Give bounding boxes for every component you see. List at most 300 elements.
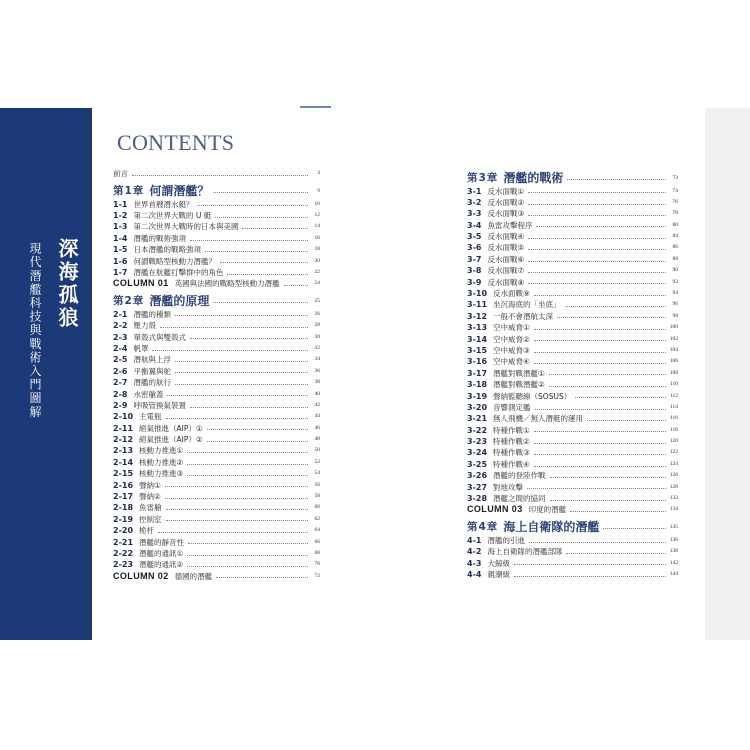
page-number: 24 [314, 280, 320, 287]
dot-leader [550, 477, 666, 478]
section-number: 2-3 [113, 332, 128, 342]
page-number: 12 [314, 212, 320, 219]
page-number: 124 [669, 460, 678, 467]
dot-leader [514, 564, 666, 565]
toc-section-entry [467, 277, 678, 288]
entry-title: 特種作戰① [493, 425, 530, 435]
page-number: 22 [314, 268, 320, 275]
toc-section-entry [467, 345, 678, 356]
toc-section-entry [113, 525, 320, 536]
page-number: 92 [672, 278, 678, 285]
entry-title: 帆罩 [133, 343, 149, 353]
dot-leader [242, 228, 308, 229]
page-number: 64 [314, 527, 320, 534]
dot-leader [550, 500, 666, 501]
entry-title: 反水面戰⑤ [487, 243, 525, 253]
section-number: 3-28 [467, 494, 488, 504]
toc-section-entry [467, 197, 678, 208]
entry-title: 絕氣推進（AIP）① [139, 423, 203, 433]
toc-section-entry [113, 354, 320, 365]
page-number: 98 [672, 312, 678, 319]
section-number: 2-4 [113, 343, 128, 353]
section-number: 3-26 [467, 471, 488, 481]
toc-section-entry [113, 267, 320, 278]
dot-leader [197, 205, 308, 206]
dot-leader [167, 395, 308, 396]
toc-section-entry [113, 210, 320, 221]
chapter-number: 第1章 [113, 185, 145, 198]
page-number: 104 [669, 346, 678, 353]
dot-leader [514, 576, 666, 577]
entry-title: 潛航與上浮 [133, 355, 171, 365]
page-number: 142 [669, 559, 678, 566]
page-number: 32 [314, 344, 320, 351]
dot-leader [215, 217, 308, 218]
entry-title: 反水面戰① [487, 186, 525, 196]
section-number: 1-7 [113, 267, 128, 277]
chapter-title: 潛艦的原理 [149, 294, 210, 309]
dot-leader [175, 372, 308, 373]
section-number: 2-19 [113, 514, 134, 524]
section-number: 2-18 [113, 503, 134, 513]
toc-front-matter-entry [113, 168, 320, 179]
toc-section-entry [467, 535, 678, 546]
section-number: 3-4 [467, 220, 482, 230]
toc-section-entry [467, 368, 678, 379]
entry-title: 反水面戰⑥ [487, 254, 525, 264]
page-number: 68 [314, 549, 320, 556]
toc-section-entry [467, 242, 678, 253]
section-number: 2-16 [113, 480, 134, 490]
page-number: 86 [672, 244, 678, 251]
chapter-number: 第3章 [467, 172, 499, 184]
toc-section-entry [467, 558, 678, 569]
entry-title: 空中威脅③ [493, 345, 530, 355]
section-number: 3-18 [467, 380, 488, 390]
page-number: 9 [317, 188, 320, 195]
entry-title: 音響測定艦 [493, 402, 531, 412]
toc-section-entry [467, 334, 678, 345]
chapter-title: 海上自衛隊的潛艦 [503, 520, 600, 535]
dot-leader [570, 511, 666, 512]
page-number: 52 [314, 458, 320, 465]
toc-section-entry [113, 320, 320, 331]
entry-title: 印度的潛艦 [528, 505, 567, 515]
dot-leader [165, 486, 308, 487]
toc-section-entry [467, 265, 678, 276]
dot-leader [132, 175, 308, 176]
dot-leader [534, 443, 666, 444]
toc-section-entry [113, 445, 320, 456]
page-number: 102 [669, 335, 678, 342]
dot-leader [534, 363, 666, 364]
toc-chapter-entry [113, 185, 320, 197]
page-number: 72 [314, 572, 320, 579]
entry-title: 對地攻擊 [493, 482, 524, 492]
entry-title: 魚雷攻擊程序 [487, 220, 533, 230]
section-number: 3-7 [467, 254, 482, 264]
section-number: 3-20 [467, 402, 488, 412]
page-number: 46 [314, 424, 320, 431]
dot-leader [534, 454, 666, 455]
dot-leader [220, 262, 308, 263]
page-number: 38 [314, 379, 320, 386]
section-number: 3-9 [467, 277, 482, 287]
entry-title: 親潮級 [487, 570, 510, 579]
entry-title: 潛艦的通訊② [139, 560, 184, 570]
page-number: 135 [669, 524, 678, 531]
section-number: 3-15 [467, 345, 488, 355]
entry-title: 單殼式與雙殼式 [133, 332, 186, 342]
entry-title: 核動力推進② [139, 457, 184, 467]
entry-title: 一般不會潛航太深 [493, 311, 554, 321]
section-number: 3-1 [467, 186, 482, 196]
dot-leader [187, 566, 308, 567]
toc-section-entry [467, 447, 678, 458]
dot-leader [187, 452, 308, 453]
section-number: 1-5 [113, 245, 128, 255]
entry-title: 空中威脅② [493, 334, 530, 344]
book-title: 深海孤狼 [55, 238, 79, 330]
toc-section-entry [113, 480, 320, 491]
toc-section-entry [467, 379, 678, 390]
dot-leader [603, 528, 666, 529]
toc-section-entry [467, 470, 678, 481]
section-number: 2-5 [113, 355, 128, 365]
toc-column-entry [113, 571, 320, 582]
page-number: 78 [672, 210, 678, 217]
section-number: 3-23 [467, 437, 488, 447]
page-number: 90 [672, 267, 678, 274]
entry-title: 潛艦的引進 [487, 535, 525, 545]
page-number: 136 [669, 536, 678, 543]
dot-leader [187, 464, 308, 465]
dot-leader [528, 261, 666, 262]
page-number: 110 [669, 381, 678, 388]
dot-leader [565, 306, 666, 307]
page-number: 84 [672, 233, 678, 240]
entry-title: 聲納監聽線（SOSUS） [493, 391, 572, 401]
page-number: 100 [669, 324, 678, 331]
column-label: COLUMN 02 [113, 570, 169, 581]
page-number: 18 [314, 246, 320, 253]
chapter-title: 何謂潛艦？ [149, 184, 210, 199]
section-number: 2-14 [113, 457, 134, 467]
section-number: 3-19 [467, 391, 488, 401]
dot-leader [528, 192, 666, 193]
entry-title: 潛艦的戰術強項 [133, 233, 186, 243]
toc-section-entry [113, 502, 320, 513]
toc-section-entry [467, 482, 678, 493]
toc-section-entry [467, 208, 678, 219]
dot-leader [166, 509, 308, 510]
entry-title: 特種作戰③ [493, 448, 530, 458]
toc-section-entry [467, 391, 678, 402]
section-number: 2-2 [113, 321, 128, 331]
toc-section-entry [467, 569, 678, 580]
page-number: 42 [314, 401, 320, 408]
entry-title: 第二次世界大戰時的日本與美國 [133, 222, 239, 232]
entry-title: 潛艦之間的協同 [493, 494, 546, 504]
entry-title: 潛艦的靜音性 [139, 537, 185, 547]
dot-leader [175, 315, 308, 316]
book-subtitle: 現代潛艦科技與戰術入門圖解 [28, 242, 42, 419]
page-number: 144 [669, 571, 678, 577]
entry-title: 特種作戰② [493, 437, 530, 447]
dot-leader [166, 520, 308, 521]
section-number: 3-3 [467, 209, 482, 219]
entry-title: 主電瓶 [139, 412, 162, 422]
section-number: 3-16 [467, 357, 488, 367]
page-number: 25 [314, 298, 320, 305]
entry-title: 第二次世界大戰的 U 艇 [133, 211, 212, 221]
entry-title: 大鯨級 [487, 558, 510, 568]
toc-section-entry [113, 434, 320, 445]
page-number: 132 [669, 495, 678, 502]
dot-leader [187, 475, 308, 476]
toc-column-entry [467, 504, 678, 515]
toc-section-entry [467, 254, 678, 265]
page-number: 106 [669, 358, 678, 365]
dot-leader [216, 577, 308, 578]
entry-title: 魚雷艙 [139, 503, 162, 513]
entry-title: 潛艦的登陸作戰 [493, 471, 546, 481]
toc-section-entry [113, 514, 320, 525]
page-number: 60 [314, 504, 320, 511]
section-number: 3-11 [467, 300, 488, 310]
dot-leader [175, 384, 308, 385]
dot-leader [165, 498, 308, 499]
dot-leader [535, 409, 666, 410]
section-number: 4-1 [467, 535, 482, 545]
toc-section-entry [467, 186, 678, 197]
chapter-number: 第4章 [467, 521, 499, 534]
toc-chapter-entry [467, 172, 678, 184]
page-number: 44 [314, 413, 320, 420]
dot-leader [528, 238, 666, 239]
toc-chapter-entry [113, 295, 320, 307]
toc-section-entry [467, 220, 678, 231]
toc-right-column [467, 172, 678, 580]
page-number: 26 [314, 310, 320, 317]
dot-leader [534, 466, 666, 467]
dot-leader [190, 338, 308, 339]
toc-section-entry [467, 299, 678, 310]
section-number: 3-12 [467, 311, 488, 321]
cover-band [0, 108, 92, 640]
dot-leader [534, 352, 666, 353]
entry-title: 控制室 [139, 514, 162, 524]
page-number: 126 [669, 472, 678, 479]
toc-section-entry [113, 491, 320, 502]
section-number: 2-22 [113, 548, 134, 558]
section-number: 3-21 [467, 414, 488, 424]
page-number: 114 [669, 403, 678, 410]
section-number: 3-6 [467, 243, 482, 253]
dot-leader [549, 386, 666, 387]
dot-leader [188, 543, 308, 544]
page-number: 66 [314, 538, 320, 545]
toc-section-entry [113, 559, 320, 570]
dot-leader [207, 429, 308, 430]
entry-title: 無人飛機／無人潛艇的運用 [493, 414, 584, 424]
page-number: 94 [672, 290, 678, 297]
section-number: 2-21 [113, 537, 134, 547]
page-number: 120 [669, 438, 678, 445]
section-number: 3-27 [467, 482, 488, 492]
entry-title: 潛艦在航艦打擊群中的角色 [133, 267, 224, 277]
dot-leader [528, 204, 666, 205]
entry-title: 坐沉海底的「坐底」 [493, 300, 561, 310]
chapter-title: 潛艦的戰術 [503, 171, 564, 185]
dot-leader [566, 553, 666, 554]
toc-section-entry [467, 288, 678, 299]
toc-section-entry [467, 493, 678, 504]
toc-section-entry [113, 233, 320, 244]
entry-title: 聲納② [139, 492, 161, 502]
section-number: 2-12 [113, 435, 134, 445]
dot-leader [205, 251, 308, 252]
toc-section-entry [467, 311, 678, 322]
page-number: 118 [669, 426, 678, 433]
page-number: 54 [314, 470, 320, 477]
dot-leader [284, 285, 308, 286]
dot-leader [567, 179, 666, 180]
section-number: 3-17 [467, 368, 488, 378]
entry-title: 呼吸管換氣裝置 [133, 400, 186, 410]
page-number: 112 [669, 392, 678, 399]
toc-section-entry [113, 309, 320, 320]
entry-title: 反水面戰⑨ [493, 289, 530, 299]
section-number: 2-20 [113, 526, 134, 536]
toc-section-entry [467, 436, 678, 447]
section-number: 2-9 [113, 400, 128, 410]
toc-column-entry [113, 278, 320, 289]
entry-title: 壓力殼 [133, 321, 156, 331]
toc-section-entry [113, 389, 320, 400]
entry-title: 核動力推進① [139, 446, 184, 456]
entry-title: 平衡翼與舵 [133, 366, 171, 376]
section-number: 3-8 [467, 266, 482, 276]
section-number: 3-14 [467, 334, 488, 344]
contents-heading: CONTENTS [117, 130, 235, 155]
top-accent-line [300, 106, 331, 108]
page-number: 3 [317, 170, 320, 177]
toc-section-entry [113, 256, 320, 267]
entry-title: 潛艦的通訊① [139, 548, 184, 558]
entry-title: 反水面戰③ [487, 209, 525, 219]
dot-leader [152, 350, 308, 351]
page-number: 76 [672, 198, 678, 205]
toc-section-entry [113, 457, 320, 468]
page-number: 10 [314, 200, 320, 207]
dot-leader [587, 420, 666, 421]
toc-section-entry [467, 231, 678, 242]
entry-title: 海上自衛隊的潛艦部隊 [487, 547, 563, 557]
page-number: 40 [314, 390, 320, 397]
section-number: 1-1 [113, 199, 128, 209]
page-number: 108 [669, 369, 678, 376]
page-number: 56 [314, 481, 320, 488]
section-number: 1-6 [113, 256, 128, 266]
page-number: 16 [314, 234, 320, 241]
page-number: 74 [672, 187, 678, 194]
entry-title: 空中威脅④ [493, 357, 530, 367]
dot-leader [557, 317, 666, 318]
dot-leader [529, 542, 666, 543]
page-number: 50 [314, 447, 320, 454]
dot-leader [213, 192, 308, 193]
toc-chapter-entry [467, 521, 678, 533]
entry-title: 反水面戰⑧ [487, 277, 525, 287]
section-number: 3-25 [467, 459, 488, 469]
page-number: 80 [672, 221, 678, 228]
section-number: 3-24 [467, 448, 488, 458]
dot-leader [187, 555, 308, 556]
section-number: 4-2 [467, 547, 482, 557]
entry-title: 潛艦對戰潛艦① [493, 368, 545, 378]
dot-leader [175, 361, 308, 362]
page-number: 122 [669, 449, 678, 456]
entry-title: 反水面戰④ [487, 232, 525, 242]
toc-section-entry [113, 366, 320, 377]
section-number: 1-4 [113, 233, 128, 243]
section-number: 4-3 [467, 558, 482, 568]
entry-title: 核動力推進③ [139, 469, 184, 479]
toc-section-entry [113, 244, 320, 255]
section-number: 3-2 [467, 197, 482, 207]
toc-section-entry [113, 221, 320, 232]
toc-section-entry [467, 425, 678, 436]
toc-section-entry [113, 199, 320, 210]
page-number: 116 [669, 415, 678, 422]
entry-title: 特種作戰④ [493, 459, 530, 469]
page-number: 70 [314, 561, 320, 568]
dot-leader [528, 215, 666, 216]
chapter-number: 第2章 [113, 295, 145, 308]
page-number: 128 [669, 483, 678, 490]
toc-section-entry [113, 377, 320, 388]
section-number: 1-3 [113, 222, 128, 232]
dot-leader [158, 532, 308, 533]
section-number: 4-4 [467, 570, 482, 579]
page-number: 134 [669, 506, 678, 513]
column-label: COLUMN 03 [467, 504, 523, 515]
page-number: 58 [314, 493, 320, 500]
dot-leader [536, 226, 666, 227]
toc-section-entry [113, 468, 320, 479]
dot-leader [534, 340, 666, 341]
entry-title: 反水面戰⑦ [487, 266, 525, 276]
entry-title: 英國與法國的戰略型核動力潛艦 [174, 279, 280, 289]
entry-title: 絕氣推進（AIP）② [139, 435, 203, 445]
dot-leader [528, 249, 666, 250]
section-number: 2-7 [113, 378, 128, 388]
column-label: COLUMN 01 [113, 278, 169, 289]
toc-section-entry [467, 413, 678, 424]
toc-section-entry [467, 322, 678, 333]
dot-leader [190, 407, 308, 408]
section-number: 2-1 [113, 309, 128, 319]
toc-section-entry [467, 402, 678, 413]
toc-section-entry [113, 400, 320, 411]
entry-title: 潛艦對戰潛艦② [493, 380, 545, 390]
page-number: 36 [314, 367, 320, 374]
toc-section-entry [113, 537, 320, 548]
page-number: 20 [314, 257, 320, 264]
page-edge-shadow [705, 108, 750, 640]
entry-title: 空中威脅① [493, 323, 530, 333]
